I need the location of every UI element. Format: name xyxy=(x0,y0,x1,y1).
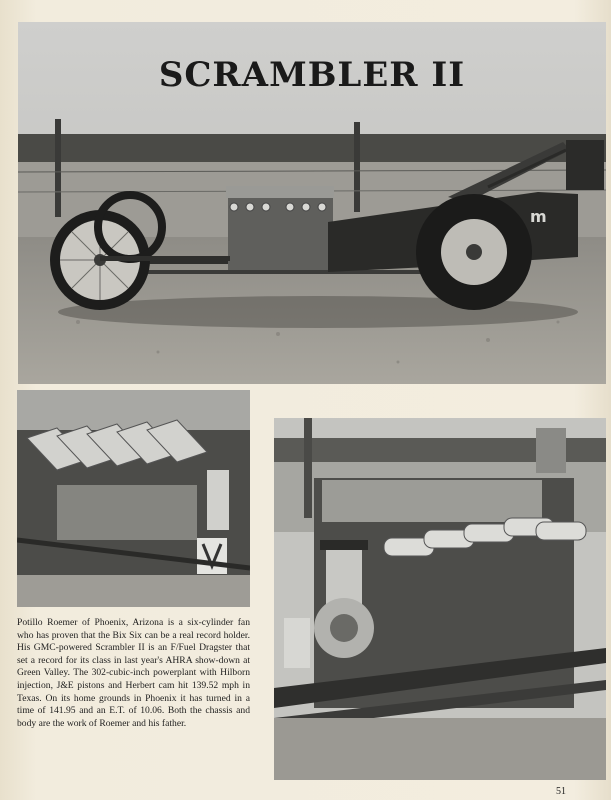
engine-closeup-photo-right xyxy=(274,418,606,780)
page-number: 51 xyxy=(556,786,566,797)
engine-closeup-photo-left xyxy=(17,390,250,607)
car-badge: m xyxy=(530,207,547,226)
article-caption: Potillo Roemer of Phoenix, Arizona is a six-cylinder fan who has proven that the Bix Six can be a real record holder. His GMC-powered Scrambler II is an F/Fuel Dragster that set a record for its class in last year's AHRA show-down at Green Valley. The 302-cubic-inch powerplant with Hilborn injection, J&E pistons and Herbert cam hit 139.52 mph in Texas. On its home grounds in Phoenix it has turned in a time of 141.95 and an E.T. of 10.06. Both the chassis and body are the work of Roemer and his father. xyxy=(17,617,250,729)
article-title: SCRAMBLER II xyxy=(158,55,466,95)
